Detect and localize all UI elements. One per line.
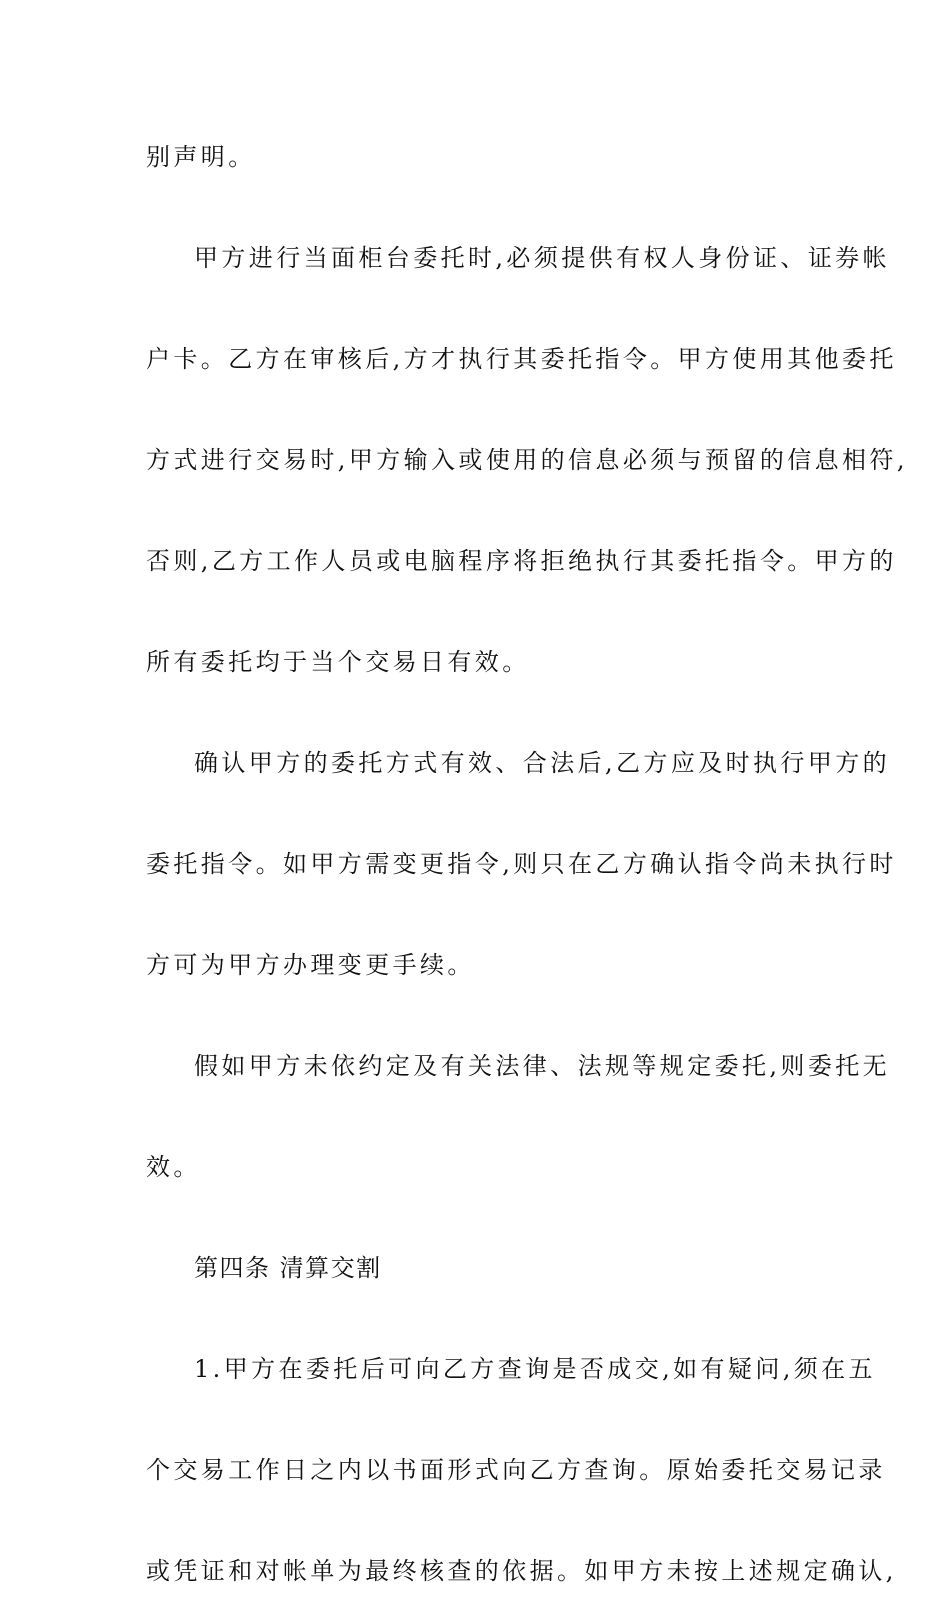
- text-line: 个交易工作日之内以书面形式向乙方查询。原始委托交易记录: [146, 1456, 886, 1484]
- text-line: 否则,乙方工作人员或电脑程序将拒绝执行其委托指令。甲方的: [146, 547, 897, 575]
- section-heading: 第四条 清算交割: [194, 1254, 382, 1282]
- text-line: 或凭证和对帐单为最终核查的依据。如甲方未按上述规定确认,: [146, 1557, 897, 1585]
- text-line: 方式进行交易时,甲方输入或使用的信息必须与预留的信息相符,: [146, 446, 908, 474]
- text-line: 方可为甲方办理变更手续。: [146, 951, 475, 979]
- text-line: 所有委托均于当个交易日有效。: [146, 648, 530, 676]
- text-line: 别声明。: [146, 143, 256, 171]
- text-line: 假如甲方未依约定及有关法律、法规等规定委托,则委托无: [194, 1052, 891, 1080]
- text-line: 甲方进行当面柜台委托时,必须提供有权人身份证、证券帐: [194, 244, 891, 272]
- document-body: [146, 128, 908, 1601]
- text-line: 户卡。乙方在审核后,方才执行其委托指令。甲方使用其他委托: [146, 345, 897, 373]
- text-line: 效。: [146, 1153, 201, 1181]
- text-line: 确认甲方的委托方式有效、合法后,乙方应及时执行甲方的: [194, 749, 891, 777]
- text-line: 1.甲方在委托后可向乙方查询是否成交,如有疑问,须在五: [194, 1355, 876, 1383]
- text-line: 委托指令。如甲方需变更指令,则只在乙方确认指令尚未执行时: [146, 850, 897, 878]
